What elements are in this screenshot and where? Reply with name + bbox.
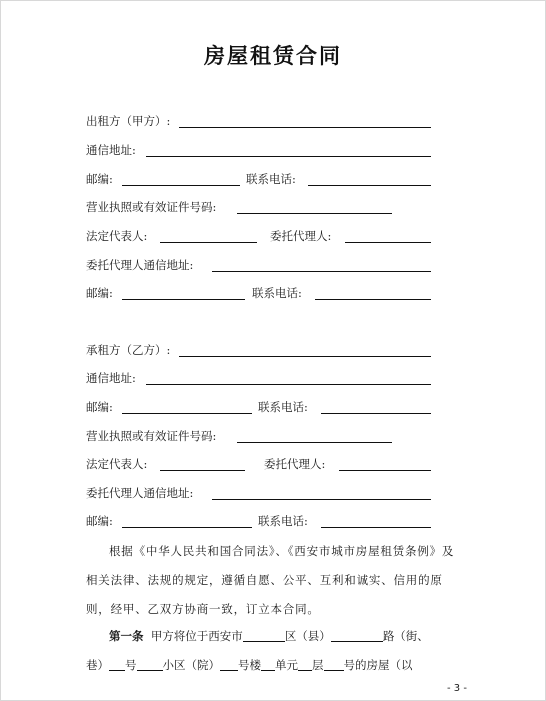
lessee-address-row	[86, 368, 436, 388]
building-field[interactable]	[220, 656, 238, 671]
lessor-postcode-field[interactable]	[122, 185, 240, 186]
lessee-agent-field[interactable]	[339, 470, 431, 471]
clause-1-text-f: 小区（院）	[162, 658, 220, 672]
lessee-agent-address-row	[86, 483, 436, 503]
lessor-postcode2-field[interactable]	[122, 299, 245, 300]
lane-number-field[interactable]	[109, 656, 125, 671]
lessee-postcode2-label: 邮编:	[86, 514, 113, 528]
clause-1-text-i: 层	[312, 658, 324, 672]
lessee-rep-row	[86, 454, 436, 474]
lessee-postcode2-row	[86, 511, 436, 531]
lessee-license-row	[86, 426, 436, 446]
clause-1-text-g: 号楼	[238, 658, 261, 672]
lessor-address-label: 通信地址:	[86, 143, 136, 157]
clause-1-text-d: 巷）	[86, 658, 109, 672]
lessor-license-label: 营业执照或有效证件号码:	[86, 200, 217, 214]
lessor-postcode2-label: 邮编:	[86, 286, 113, 300]
lessor-phone-field[interactable]	[308, 185, 431, 186]
lessee-postcode-field[interactable]	[122, 413, 252, 414]
lessee-postcode2-field[interactable]	[122, 527, 252, 528]
lessor-address-field[interactable]	[146, 156, 431, 157]
document-title: 房屋租赁合同	[204, 44, 342, 68]
clause-1-text-a: 甲方将位于西安市	[150, 629, 243, 643]
clause-1-text-j: 号的房屋（以	[343, 658, 413, 672]
district-field[interactable]	[243, 627, 285, 642]
lessor-name-field[interactable]	[179, 127, 431, 128]
floor-field[interactable]	[298, 656, 312, 671]
lessee-postcode-row	[86, 397, 436, 417]
lessor-license-field[interactable]	[237, 213, 392, 214]
lessee-license-label: 营业执照或有效证件号码:	[86, 429, 217, 443]
preamble-paragraph: 根据《中华人民共和国合同法》、《西安市城市房屋租赁条例》及相关法律、法规的规定，遵循自愿、公平、互利和诚实、信用的原则，经甲、乙双方协商一致，订立本合同。	[86, 544, 455, 616]
lessee-agent-address-field[interactable]	[212, 499, 431, 500]
clause-1-text-h: 单元	[275, 658, 298, 672]
lessee-name-label: 承租方（乙方）:	[86, 343, 171, 357]
lessor-rep-row	[86, 226, 436, 246]
lessor-agent-address-row	[86, 255, 436, 275]
lessor-license-row	[86, 197, 436, 217]
lessor-postcode-label: 邮编:	[86, 172, 113, 186]
lessor-legal-rep-field[interactable]	[160, 242, 257, 243]
page-number: - 3 -	[447, 683, 467, 694]
road-field[interactable]	[331, 627, 383, 642]
unit-field[interactable]	[261, 656, 275, 671]
lessee-agent-label: 委托代理人:	[264, 457, 326, 471]
clause-1-text-e: 号	[125, 658, 137, 672]
lessor-name-label: 出租方（甲方）:	[86, 114, 171, 128]
lessor-postcode-row	[86, 169, 436, 189]
lessee-name-row	[86, 340, 436, 360]
lessor-name-row	[86, 111, 436, 131]
lessor-agent-address-label: 委托代理人通信地址:	[86, 258, 194, 272]
lessee-phone-field[interactable]	[321, 413, 431, 414]
lessor-legal-rep-label: 法定代表人:	[86, 229, 148, 243]
lessee-phone-label: 联系电话:	[258, 400, 308, 414]
lessee-phone2-field[interactable]	[321, 527, 431, 528]
lessor-agent-field[interactable]	[345, 242, 431, 243]
lessor-agent-label: 委托代理人:	[270, 229, 332, 243]
lessee-postcode-label: 邮编:	[86, 400, 113, 414]
lessee-legal-rep-field[interactable]	[160, 470, 245, 471]
lessee-address-field[interactable]	[146, 384, 431, 385]
clause-1-text-b: 区（县）	[284, 629, 331, 643]
lessee-license-field[interactable]	[237, 442, 392, 443]
lessee-phone2-label: 联系电话:	[258, 514, 308, 528]
clause-1-text-c: 路（街、	[382, 629, 429, 643]
lessee-agent-address-label: 委托代理人通信地址:	[86, 486, 194, 500]
lessor-agent-address-field[interactable]	[212, 271, 431, 272]
lessor-phone2-label: 联系电话:	[252, 286, 302, 300]
community-field[interactable]	[137, 656, 163, 671]
clause-1-line-2	[86, 655, 413, 675]
clause-1-line-1	[86, 626, 429, 646]
lessor-phone2-field[interactable]	[315, 299, 431, 300]
lessor-address-row	[86, 140, 436, 160]
lessee-address-label: 通信地址:	[86, 371, 136, 385]
clause-1-heading: 第一条	[109, 629, 144, 643]
lessor-postcode2-row	[86, 283, 436, 303]
lessor-phone-label: 联系电话:	[246, 172, 296, 186]
room-field[interactable]	[324, 656, 344, 671]
lessee-legal-rep-label: 法定代表人:	[86, 457, 148, 471]
lessee-name-field[interactable]	[179, 356, 431, 357]
